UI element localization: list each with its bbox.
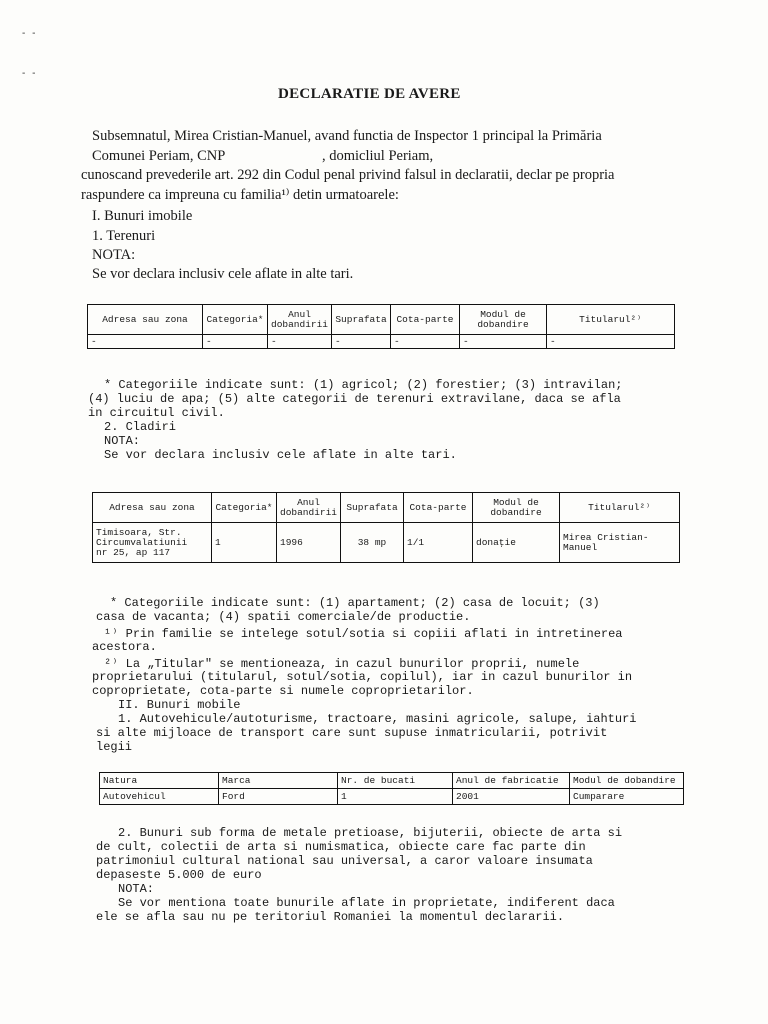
table-header-row <box>93 493 680 523</box>
table-cell: - <box>460 335 547 349</box>
table-cell: 38 mp <box>341 523 404 563</box>
table-cell: - <box>203 335 268 349</box>
vehicule-table <box>99 772 684 805</box>
table-header-cell: Cota-parte <box>404 493 473 523</box>
table-header-cell: Modul de dobandire <box>570 773 684 789</box>
table-header-cell: Anul de fabricatie <box>453 773 570 789</box>
table-cell: donaţie <box>473 523 560 563</box>
notes1-line-1: * Categoriile indicate sunt: (1) agricol; (2) forestier; (3) intravilan; <box>104 378 623 392</box>
section-bunuri-mobile: II. Bunuri mobile <box>118 698 241 712</box>
notes3-line-4: depaseste 5.000 de euro <box>96 868 262 882</box>
table-row <box>93 523 680 563</box>
table-header-cell: Titularul²⁾ <box>547 305 675 335</box>
nota-text-2: Se vor declara inclusiv cele aflate in alte tari. <box>104 448 457 462</box>
notes3-line-2: de cult, colectii de arta si numismatica, obiecte care fac parte din <box>96 840 586 854</box>
table-row <box>88 335 675 349</box>
subsection-terenuri: 1. Terenuri <box>92 228 156 244</box>
notes1-line-3: in circuitul civil. <box>88 406 225 420</box>
footnote-1: ¹⁾ Prin familie se intelege sotul/sotia si copiii aflati in intretinerea <box>104 627 623 641</box>
table-header-cell: Adresa sau zona <box>93 493 212 523</box>
scan-mark-second: - - <box>22 68 38 79</box>
notes2-line-7: coproprietate, cota-parte si numele coproprietarilor. <box>92 684 474 698</box>
table-header-cell: Anul dobandirii <box>277 493 341 523</box>
intro-line-2a: Comunei Periam, CNP <box>92 148 226 164</box>
notes2-line-2: casa de vacanta; (4) spatii comerciale/de productie. <box>96 610 471 624</box>
table-header-cell: Modul de dobandire <box>473 493 560 523</box>
table-cell: Ford <box>219 789 338 805</box>
address-line: Timisoara, Str. <box>96 526 182 538</box>
intro-line-3: cunoscand prevederile art. 292 din Codul penal privind falsul in declaratii, declar pe propria <box>81 167 615 183</box>
notes3-line-3: patrimoniul cultural national sau universal, a caror valoare insumata <box>96 854 593 868</box>
table-cell: - <box>268 335 332 349</box>
terenuri-table <box>87 304 675 349</box>
table-cell-titular <box>560 523 680 563</box>
table-header-cell: Modul de dobandire <box>460 305 547 335</box>
table-cell: Cumparare <box>570 789 684 805</box>
notes3-line-7: ele se afla sau nu pe teritoriul Romaniei la momentul declararii. <box>96 910 565 924</box>
table-header-cell: Nr. de bucati <box>338 773 453 789</box>
nota-label-3: NOTA: <box>118 882 155 896</box>
table-header-row <box>88 305 675 335</box>
notes2-line-1: * Categoriile indicate sunt: (1) apartament; (2) casa de locuit; (3) <box>110 596 600 610</box>
notes3-line-1: 2. Bunuri sub forma de metale pretioase, bijuterii, obiecte de arta si <box>118 826 623 840</box>
table-header-cell: Natura <box>100 773 219 789</box>
table-cell: 2001 <box>453 789 570 805</box>
cladiri-table <box>92 492 680 563</box>
intro-line-2b: , domicliul Periam, <box>322 148 434 164</box>
intro-line-4: raspundere ca impreuna cu familia¹⁾ detin urmatoarele: <box>81 187 399 203</box>
table-header-cell: Titularul²⁾ <box>560 493 680 523</box>
notes1-line-2: (4) luciu de apa; (5) alte categorii de terenuri extravilane, daca se afla <box>88 392 621 406</box>
notes2-line-10: si alte mijloace de transport care sunt supuse inmatricularii, potrivit <box>96 726 608 740</box>
table-header-cell: Anul dobandirii <box>268 305 332 335</box>
table-header-row <box>100 773 684 789</box>
address-line: nr 25, ap 117 <box>96 546 171 558</box>
table-cell: 1996 <box>277 523 341 563</box>
table-cell: - <box>547 335 675 349</box>
table-cell: 1/1 <box>404 523 473 563</box>
nota-label-2: NOTA: <box>104 434 141 448</box>
table-header-cell: Categoria* <box>203 305 268 335</box>
intro-line-1: Subsemnatul, Mirea Cristian-Manuel, avand functia de Inspector 1 principal la Primăria <box>92 128 602 144</box>
nota-text-1: Se vor declara inclusiv cele aflate in alte tari. <box>92 266 354 282</box>
table-header-cell: Adresa sau zona <box>88 305 203 335</box>
subsection-cladiri: 2. Cladiri <box>104 420 177 434</box>
notes2-line-9: 1. Autovehicule/autoturisme, tractoare, masini agricole, salupe, iahturi <box>118 712 637 726</box>
footnote-2: ²⁾ La „Titular" se mentioneaza, in cazul bunurilor proprii, numele <box>104 657 580 671</box>
table-cell: - <box>391 335 460 349</box>
document-title: DECLARATIE DE AVERE <box>278 86 461 102</box>
table-cell-address <box>93 523 212 563</box>
notes2-line-6: proprietarului (titularul, sotul/sotia, copilul), iar in cazul bunurilor in <box>92 670 633 684</box>
nota-label-1: NOTA: <box>92 247 136 263</box>
titular-line: Mirea Cristian- <box>563 531 649 543</box>
table-cell: 1 <box>212 523 277 563</box>
notes2-line-4: acestora. <box>92 640 157 654</box>
address-line: Circumvalatiunii <box>96 536 188 548</box>
table-header-cell: Categoria* <box>212 493 277 523</box>
table-header-cell: Suprafata <box>341 493 404 523</box>
table-cell: 1 <box>338 789 453 805</box>
table-header-cell: Cota-parte <box>391 305 460 335</box>
notes2-line-11: legii <box>96 740 133 754</box>
scan-mark-top: - - <box>22 28 38 39</box>
table-header-cell: Marca <box>219 773 338 789</box>
section-bunuri-imobile: I. Bunuri imobile <box>92 208 193 224</box>
titular-line: Manuel <box>563 541 598 553</box>
notes3-line-6: Se vor mentiona toate bunurile aflate in proprietate, indiferent daca <box>118 896 615 910</box>
table-cell: Autovehicul <box>100 789 219 805</box>
table-header-cell: Suprafata <box>332 305 391 335</box>
table-row <box>100 789 684 805</box>
table-cell: - <box>332 335 391 349</box>
table-cell: - <box>88 335 203 349</box>
